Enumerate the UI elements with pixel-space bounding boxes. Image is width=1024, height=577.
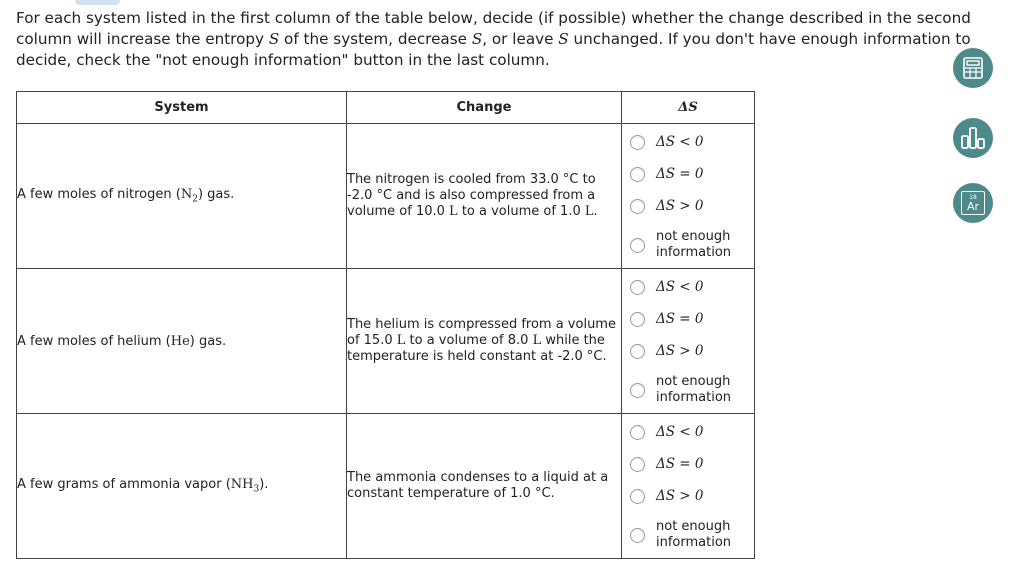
entropy-table xyxy=(16,91,755,559)
table-row xyxy=(17,414,755,559)
change-cell: The nitrogen is cooled from 33.0 °C to -2.0 °C and is also compressed from a volume of 10.0 L to a volume of 1.0 L. xyxy=(347,124,622,269)
delta-s-options xyxy=(622,124,755,269)
radio-button[interactable] xyxy=(630,280,645,295)
system-cell: A few moles of helium (He) gas. xyxy=(17,269,347,414)
calculator-icon xyxy=(962,57,984,79)
system-cell: A few grams of ammonia vapor $(NH_3)$. xyxy=(17,414,347,559)
option-delta-s-positive[interactable]: ΔS > 0 xyxy=(622,335,754,367)
radio-button[interactable] xyxy=(630,135,645,150)
radio-button[interactable] xyxy=(630,199,645,214)
header-delta-s: ΔS xyxy=(622,92,755,124)
change-cell: The ammonia condenses to a liquid at a constant temperature of 1.0 °C. xyxy=(347,414,622,559)
radio-button[interactable] xyxy=(630,383,645,398)
option-delta-s-positive[interactable]: ΔS > 0 xyxy=(622,480,754,512)
system-cell: A few moles of nitrogen $(N_2)$ gas. xyxy=(17,124,347,269)
option-not-enough-info[interactable]: not enough information xyxy=(622,512,754,558)
header-system: System xyxy=(17,92,347,124)
option-delta-s-zero[interactable]: ΔS = 0 xyxy=(622,303,754,335)
change-cell: The helium is compressed from a volume of 15.0 L to a volume of 8.0 L while the temperature is held constant at -2.0 °C. xyxy=(347,269,622,414)
calculator-button[interactable] xyxy=(953,48,993,88)
option-delta-s-negative[interactable]: ΔS < 0 xyxy=(622,271,754,303)
radio-button[interactable] xyxy=(630,312,645,327)
top-tab-indicator xyxy=(75,0,120,5)
radio-button[interactable] xyxy=(630,489,645,504)
delta-s-options xyxy=(622,269,755,414)
delta-s-options xyxy=(622,414,755,559)
radio-button[interactable] xyxy=(630,344,645,359)
option-delta-s-positive[interactable]: ΔS > 0 xyxy=(622,190,754,222)
option-not-enough-info[interactable]: not enough information xyxy=(622,367,754,413)
instructions-text: For each system listed in the first column of the table below, decide (if possible) whether the change described in the second column will increase the entropy S of the system, decrease S, or leave S unchanged. If you don't have enough information to decide, check the "not enough information" button in the last column. xyxy=(16,9,971,69)
option-delta-s-zero[interactable]: ΔS = 0 xyxy=(622,448,754,480)
radio-button[interactable] xyxy=(630,457,645,472)
radio-button[interactable] xyxy=(630,528,645,543)
radio-button[interactable] xyxy=(630,167,645,182)
radio-button[interactable] xyxy=(630,425,645,440)
option-delta-s-negative[interactable]: ΔS < 0 xyxy=(622,416,754,448)
option-delta-s-zero[interactable]: ΔS = 0 xyxy=(622,158,754,190)
table-row xyxy=(17,269,755,414)
radio-button[interactable] xyxy=(630,238,645,253)
header-change: Change xyxy=(347,92,622,124)
option-not-enough-info[interactable]: not enough information xyxy=(622,222,754,268)
chart-tool-button[interactable] xyxy=(953,118,993,158)
periodic-element-icon: 18 Ar xyxy=(961,191,985,215)
bar-chart-icon xyxy=(960,126,986,150)
periodic-table-button[interactable] xyxy=(953,183,993,223)
option-delta-s-negative[interactable]: ΔS < 0 xyxy=(622,126,754,158)
table-row xyxy=(17,124,755,269)
